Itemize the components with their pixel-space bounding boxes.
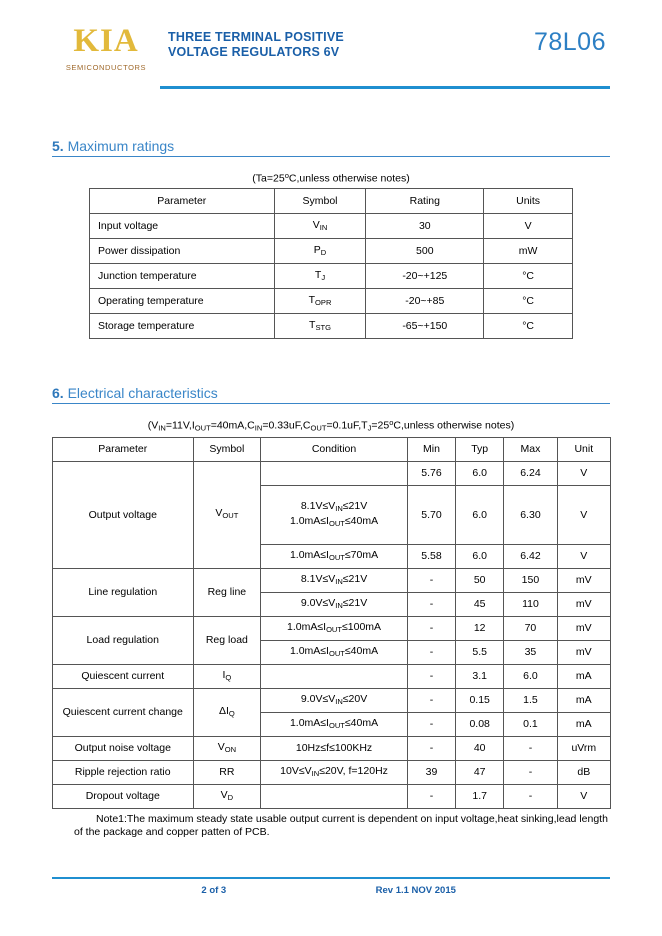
cell-condition: $10V\le V_{IN}\le 20V$, f=120Hz (261, 760, 408, 784)
footer-row (52, 885, 610, 896)
column-header-min: Min (407, 437, 455, 461)
cell-min: - (407, 664, 455, 688)
table-row (90, 214, 573, 239)
spacer-middle (52, 339, 610, 385)
cell-rating: -65~+150 (366, 314, 484, 339)
cell-max: 70 (504, 616, 557, 640)
cell-unit: mV (557, 616, 610, 640)
cell-unit: V (557, 461, 610, 485)
cell-min: 5.70 (407, 485, 455, 544)
cell-min: 39 (407, 760, 455, 784)
revision-label: Rev 1.1 NOV 2015 (375, 885, 456, 896)
cell-max: - (504, 784, 557, 808)
cell-min: - (407, 712, 455, 736)
cell-parameter: Quiescent current (53, 664, 194, 688)
header-divider (160, 86, 610, 89)
cell-typ: 12 (456, 616, 504, 640)
spacer-top (52, 92, 610, 138)
section-5-title: Maximum ratings (67, 138, 175, 154)
cell-typ: 3.1 (456, 664, 504, 688)
cell-min: - (407, 616, 455, 640)
cell-max: 6.24 (504, 461, 557, 485)
cell-symbol: Reg line (193, 568, 261, 616)
cell-condition: $1.0mA\le I_{OUT}\le 100mA$ (261, 616, 408, 640)
section-5-divider (52, 156, 610, 157)
cell-parameter: Ripple rejection ratio (53, 760, 194, 784)
cell-parameter: Input voltage (90, 214, 275, 239)
cell-condition: $8.1V\le V_{IN}\le 21V$ $1.0mA\le I_{OUT}\le 40mA$ (261, 485, 408, 544)
cell-symbol: $T_{OPR}$ (274, 289, 366, 314)
cell-rating: 30 (366, 214, 484, 239)
table-row (53, 784, 611, 808)
electrical-characteristics-condition: ($V_{IN}=11V,I_{OUT}=40mA,C_{IN}=0.33uF,C_{OUT}=0.1uF,T_J=25^oC,unless$ otherwise notes) (147, 418, 515, 433)
cell-typ: 6.0 (456, 544, 504, 568)
cell-min: - (407, 568, 455, 592)
cell-symbol: $\Delta I_Q$ (193, 688, 261, 736)
cell-typ: 6.0 (456, 485, 504, 544)
section-6-title: Electrical characteristics (67, 385, 218, 402)
cell-typ: 6.0 (456, 461, 504, 485)
table-row (53, 616, 611, 640)
column-header-max: Max (504, 437, 557, 461)
cell-typ: 0.08 (456, 712, 504, 736)
cell-condition (261, 664, 408, 688)
cell-unit: mV (557, 640, 610, 664)
company-logo (52, 24, 160, 72)
cell-condition: $8.1V\le V_{IN}\le 21V$ (261, 568, 408, 592)
cell-min: - (407, 784, 455, 808)
column-header-typ: Typ (456, 437, 504, 461)
cell-max: - (504, 760, 557, 784)
cell-symbol: Reg load (193, 616, 261, 664)
cell-unit: V (557, 544, 610, 568)
table-row (53, 760, 611, 784)
column-header-symbol: Symbol (274, 189, 366, 214)
cell-parameter: Operating temperature (90, 289, 275, 314)
cell-parameter: Storage temperature (90, 314, 275, 339)
page-header (52, 0, 610, 92)
section-6-heading (52, 385, 610, 403)
table-row (53, 568, 611, 592)
cell-typ: 45 (456, 592, 504, 616)
cell-min: - (407, 688, 455, 712)
logo-text: KIA (73, 23, 139, 59)
cell-parameter: Dropout voltage (53, 784, 194, 808)
footer-divider (52, 877, 610, 879)
cell-unit: mA (557, 712, 610, 736)
cell-max: 0.1 (504, 712, 557, 736)
column-header-units: Units (484, 189, 573, 214)
cell-parameter: Output noise voltage (53, 736, 194, 760)
cell-unit: mV (557, 568, 610, 592)
section-5-heading (52, 138, 610, 156)
table-row (53, 688, 611, 712)
table-header-row (53, 437, 611, 461)
document-title-line-2: VOLTAGE REGULATORS 6V (168, 45, 340, 59)
cell-condition: $9.0V\le V_{IN}\le 21V$ (261, 592, 408, 616)
page-footer (52, 877, 610, 896)
table-note-line-1: Note1:The maximum steady state usable output current is dependent on input voltage,heat sinking,lead (96, 812, 577, 825)
table-row (90, 314, 573, 339)
cell-condition: $1.0mA\le I_{OUT}\le 40mA$ (261, 712, 408, 736)
cell-condition: $1.0mA\le I_{OUT}\le 70mA$ (261, 544, 408, 568)
cell-min: 5.76 (407, 461, 455, 485)
cell-min: - (407, 640, 455, 664)
cell-parameter: Load regulation (53, 616, 194, 664)
table-row (90, 264, 573, 289)
cell-units: °C (484, 264, 573, 289)
cell-unit: V (557, 485, 610, 544)
part-number: 78L06 (533, 28, 606, 56)
cell-max: 6.30 (504, 485, 557, 544)
cell-unit: uVrm (557, 736, 610, 760)
cell-symbol: $V_{OUT}$ (193, 461, 261, 568)
cell-symbol: RR (193, 760, 261, 784)
cell-typ: 50 (456, 568, 504, 592)
cell-typ: 1.7 (456, 784, 504, 808)
cell-symbol: $T_J$ (274, 264, 366, 289)
maximum-ratings-condition: ($Ta=25^oC,unless$ otherwise notes) (252, 171, 410, 185)
cell-condition (261, 461, 408, 485)
cell-symbol: $I_Q$ (193, 664, 261, 688)
section-5-number: 5. (52, 138, 64, 154)
cell-parameter: Line regulation (53, 568, 194, 616)
cell-typ: 0.15 (456, 688, 504, 712)
column-header-symbol: Symbol (193, 437, 261, 461)
cell-symbol: $V_D$ (193, 784, 261, 808)
cell-unit: V (557, 784, 610, 808)
section-6-number: 6. (52, 385, 64, 402)
section-maximum-ratings (52, 138, 610, 339)
cell-units: °C (484, 314, 573, 339)
cell-parameter: Quiescent current change (53, 688, 194, 736)
electrical-characteristics-table (52, 437, 611, 809)
column-header-parameter: Parameter (53, 437, 194, 461)
cell-unit: dB (557, 760, 610, 784)
cell-rating: 500 (366, 239, 484, 264)
cell-max: 110 (504, 592, 557, 616)
column-header-condition: Condition (261, 437, 408, 461)
cell-condition: $1.0mA\le I_{OUT}\le 40mA$ (261, 640, 408, 664)
cell-unit: mV (557, 592, 610, 616)
cell-max: - (504, 736, 557, 760)
cell-units: °C (484, 289, 573, 314)
cell-min: - (407, 736, 455, 760)
cell-condition: 10Hz≤f≤100KHz (261, 736, 408, 760)
column-header-rating: Rating (366, 189, 484, 214)
cell-symbol: $V_{ON}$ (193, 736, 261, 760)
cell-unit: mA (557, 664, 610, 688)
cell-max: 150 (504, 568, 557, 592)
section-6-divider (52, 403, 610, 404)
cell-symbol: $T_{STG}$ (274, 314, 366, 339)
cell-condition: $9.0V\le V_{IN}\le 20V$ (261, 688, 408, 712)
cell-max: 35 (504, 640, 557, 664)
cell-unit: mA (557, 688, 610, 712)
cell-parameter: Power dissipation (90, 239, 275, 264)
cell-units: V (484, 214, 573, 239)
table-row (90, 289, 573, 314)
table-row (53, 736, 611, 760)
maximum-ratings-table (89, 188, 573, 339)
column-header-unit: Unit (557, 437, 610, 461)
cell-parameter: Junction temperature (90, 264, 275, 289)
cell-symbol: $P_D$ (274, 239, 366, 264)
cell-typ: 47 (456, 760, 504, 784)
cell-rating: -20~+85 (366, 289, 484, 314)
cell-min: - (407, 592, 455, 616)
page-number: 2 of 3 (201, 885, 227, 896)
table-row (90, 239, 573, 264)
cell-condition (261, 784, 408, 808)
table-note-line-2: length of the package and copper patten of PCB. (74, 812, 608, 838)
cell-max: 6.0 (504, 664, 557, 688)
table-row (53, 664, 611, 688)
table-note (52, 813, 610, 839)
cell-units: mW (484, 239, 573, 264)
cell-typ: 40 (456, 736, 504, 760)
document-title (160, 24, 534, 60)
cell-typ: 5.5 (456, 640, 504, 664)
cell-symbol: $V_{IN}$ (274, 214, 366, 239)
cell-rating: -20~+125 (366, 264, 484, 289)
cell-min: 5.58 (407, 544, 455, 568)
column-header-parameter: Parameter (90, 189, 275, 214)
cell-max: 1.5 (504, 688, 557, 712)
logo-subtitle: SEMICONDUCTORS (65, 63, 147, 72)
document-title-line-1: THREE TERMINAL POSITIVE (168, 30, 344, 44)
cell-max: 6.42 (504, 544, 557, 568)
section-electrical-characteristics (52, 385, 610, 838)
table-row (53, 461, 611, 485)
cell-parameter: Output voltage (53, 461, 194, 568)
table-header-row (90, 189, 573, 214)
